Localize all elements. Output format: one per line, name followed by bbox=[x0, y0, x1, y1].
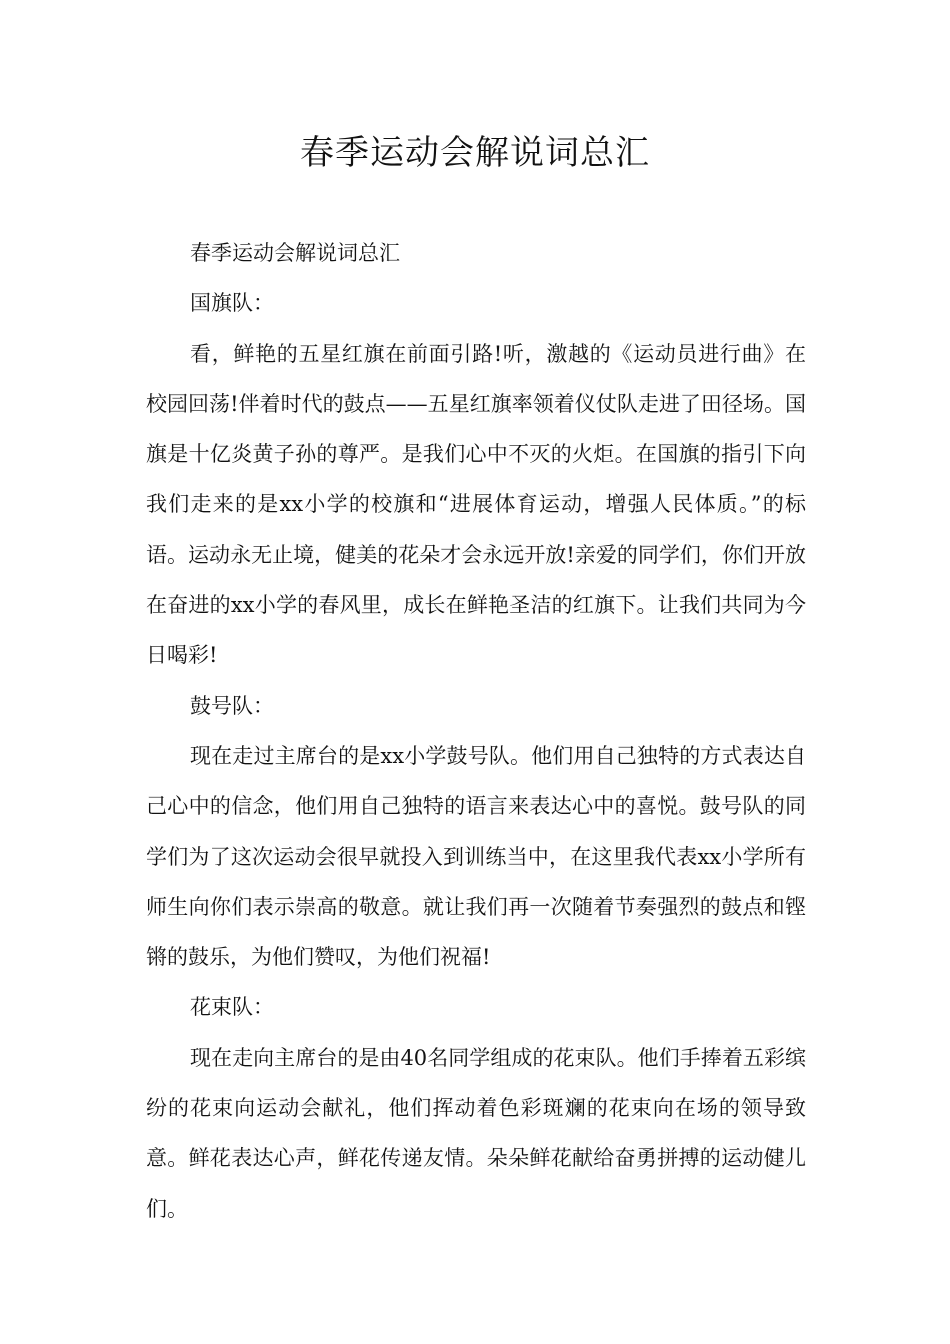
paragraph-drum-team: 现在走过主席台的是xx小学鼓号队。他们用自己独特的方式表达自己心中的信念，他们用自己独特的语言来表达心中的喜悦。鼓号队的同学们为了这次运动会很早就投入到训练当中，在这里我代表xx小学所有师生向你们表示崇高的敬意。就让我们再一次随着节奏强烈的鼓点和铿锵的鼓乐，为他们赞叹，为他们祝福! bbox=[146, 743, 806, 970]
document-body bbox=[146, 228, 806, 1234]
section-heading-flag-team: 国旗队： bbox=[190, 291, 274, 316]
document-title: 春季运动会解说词总汇 bbox=[300, 133, 650, 173]
section-heading-flower-team: 花束队： bbox=[190, 995, 274, 1020]
paragraph-flower-team: 现在走向主席台的是由40名同学组成的花束队。他们手捧着五彩缤纷的花束向运动会献礼，他们挥动着色彩斑斓的花束向在场的领导致意。鲜花表达心声，鲜花传递友情。朵朵鲜花献给奋勇拼搏的运动健儿们。 bbox=[146, 1045, 806, 1221]
paragraph-subtitle: 春季运动会解说词总汇 bbox=[190, 241, 400, 265]
section-heading-drum-team: 鼓号队： bbox=[190, 693, 274, 718]
paragraph-flag-team: 看，鲜艳的五星红旗在前面引路!听，激越的《运动员进行曲》在校园回荡!伴着时代的鼓点——五星红旗率领着仪仗队走进了田径场。国旗是十亿炎黄子孙的尊严。是我们心中不灭的火炬。在国旗的指引下向我们走来的是xx小学的校旗和“进展体育运动，增强人民体质。”的标语。运动永无止境，健美的花朵才会永远开放!亲爱的同学们，你们开放在奋进的xx小学的春风里，成长在鲜艳圣洁的红旗下。让我们共同为今日喝彩! bbox=[146, 341, 806, 668]
